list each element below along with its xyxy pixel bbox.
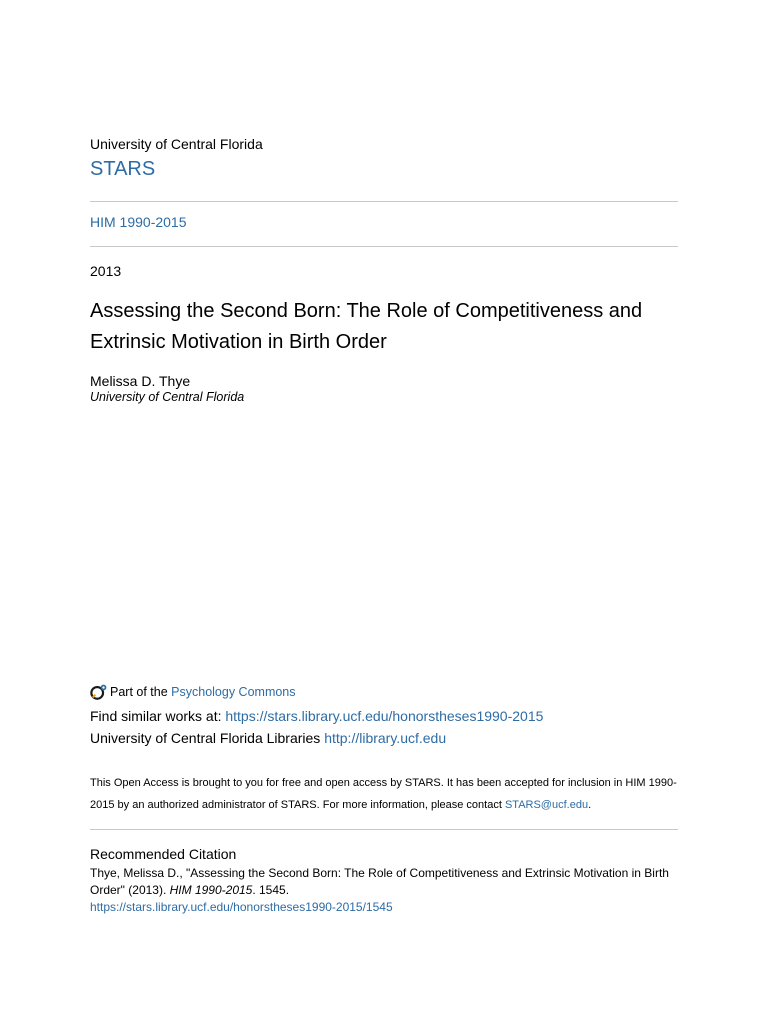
libraries-link[interactable]: http://library.ucf.edu (324, 730, 447, 746)
institution-name: University of Central Florida (90, 136, 263, 152)
author-name: Melissa D. Thye (90, 373, 191, 389)
divider (90, 201, 678, 202)
psychology-commons-link[interactable]: Psychology Commons (171, 685, 296, 699)
divider (90, 246, 678, 247)
citation-end: . 1545. (252, 883, 290, 897)
citation-link[interactable]: https://stars.library.ucf.edu/honorstheses1990-2015/1545 (90, 900, 393, 914)
citation-journal: HIM 1990-2015 (169, 883, 253, 897)
notice-text: This Open Access is brought to you for free and open access by STARS. It has been accepted for inclusion in HIM 1990-2015 by an authorized administrator of STARS. For more information, please contact (90, 777, 677, 811)
publication-year: 2013 (90, 263, 122, 279)
contact-email-link[interactable]: STARS@ucf.edu (504, 799, 589, 811)
similar-works-label: Find similar works at: (90, 708, 226, 724)
author-affiliation: University of Central Florida (90, 390, 245, 404)
citation-text: Thye, Melissa D., "Assessing the Second Born: The Role of Competitiveness and Extrinsic Motivation in Birth Order" (2013). (90, 866, 669, 897)
repository-link[interactable]: STARS (90, 158, 156, 180)
divider (90, 829, 678, 830)
part-of-line (90, 683, 296, 701)
notice-end: . (588, 799, 592, 811)
libraries-line (90, 730, 446, 746)
part-of-prefix: Part of the (110, 685, 172, 699)
collection-link[interactable]: HIM 1990-2015 (90, 214, 187, 230)
similar-works-line (90, 708, 543, 724)
recommended-citation-heading: Recommended Citation (90, 846, 237, 862)
similar-works-link[interactable]: https://stars.library.ucf.edu/honorstheses1990-2015 (225, 708, 544, 724)
open-access-notice (90, 772, 678, 816)
document-title: Assessing the Second Born: The Role of Competitiveness and Extrinsic Motivation in Birth Order (90, 300, 643, 353)
network-commons-icon (90, 683, 108, 701)
libraries-label: University of Central Florida Libraries (90, 730, 325, 746)
recommended-citation (90, 865, 678, 916)
